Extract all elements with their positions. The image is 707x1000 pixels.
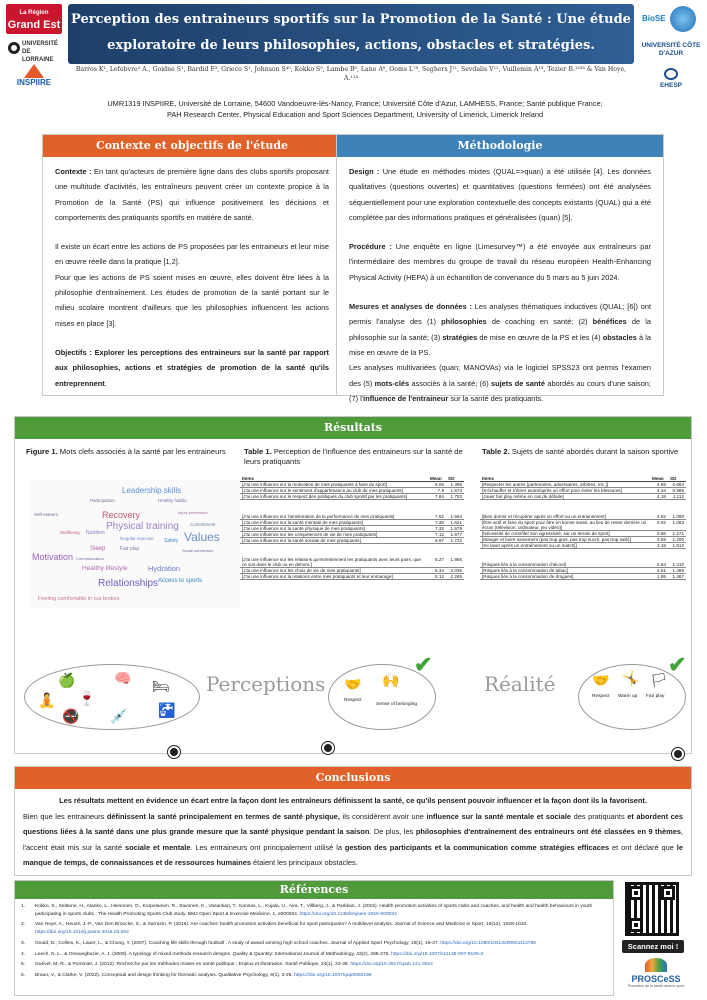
table1-spacer	[240, 543, 464, 557]
table1-spacer-cell	[240, 500, 464, 514]
football-icon-left	[168, 746, 180, 758]
measures-text-e: de la philosophie sur la santé; (3)	[349, 317, 651, 342]
brain-icon: 🧠	[114, 670, 132, 686]
word-motivation: Motivation	[32, 552, 74, 562]
table2-title: Sujets de santé abordés durant la saison sportive	[511, 447, 679, 456]
concl-t2: ils considèrent avoir une	[342, 811, 424, 821]
design-paragraph	[349, 164, 651, 225]
poster-title-line1: Perception des entraineurs sportifs sur la Promotion de la Santé : Une étude	[71, 12, 631, 27]
affiliations	[80, 98, 630, 120]
table1-item-cell: [J'ai une influence sur la santé sociale de mes pratiquants]	[240, 537, 428, 543]
procedure-label: Procédure :	[349, 242, 392, 252]
table1-item-cell: [J'ai une influence sur la relations entre mes pratiquants et leur entourage]	[240, 574, 428, 580]
table1-mean-cell: 8.06	[428, 482, 446, 488]
apple-icon: 🍏	[58, 672, 76, 688]
respect-handshake-icon: 🤝	[344, 676, 362, 692]
measures-benefices: bénéfices	[592, 317, 627, 327]
word-healthy-lifestyle: Healthy lifestyle	[82, 565, 128, 572]
concl-t6: . Les entraineurs ont principalement utilisé la	[190, 842, 342, 852]
table2-mean-cell: 2.51	[650, 568, 668, 574]
objectives-paragraph	[55, 345, 329, 391]
no-smoking-icon: 🚭	[62, 708, 80, 724]
proscess-logo	[620, 958, 692, 994]
context-body	[43, 157, 341, 391]
table1-row	[240, 574, 464, 580]
reference-doi-link[interactable]: https://doi.org/10.1007/s11135-007-9105-3	[391, 951, 484, 957]
multi-text-c: associés à la santé; (6)	[411, 378, 489, 388]
table1-item-cell: [J'ai une influence sur la motivation de mes pratiquants à faire du sport]	[240, 482, 428, 488]
table1-sd-cell: 1.564	[446, 514, 464, 520]
table2-item-cell: [Jouer fair play même en cas de défaite]	[480, 494, 650, 500]
table2-item-cell: [Nécessité de contrôler son agressivité, sur un terrain de sport]	[480, 530, 650, 536]
concl-b2: influence sur la santé mentale et sociale	[426, 811, 571, 821]
multi-text-e: abordés au cours d'une saison; (7) l'	[349, 378, 651, 403]
table1-coach-influence	[240, 476, 464, 580]
table2-mean-cell: 3.92	[650, 519, 668, 530]
respect-caption: Respect	[344, 698, 362, 703]
multi-mots-cles: mots-clés	[374, 378, 410, 388]
figure1-caption	[26, 447, 256, 457]
warm-up-icon: 🤸	[622, 670, 640, 686]
reference-item	[21, 940, 607, 948]
table2-sd-cell: 1.090	[668, 514, 686, 520]
concl-t8: étaient les principaux obstacles.	[253, 858, 358, 867]
realite-label: Réalité	[484, 672, 556, 696]
no-alcohol-icon: 🍷	[78, 690, 96, 706]
table1-item-cell: [J'ai une influence sur l'amelioration de la performance de mes pratiquants]	[240, 514, 428, 520]
word-feeling-comfortable: Feeling comfortable in our bodies	[38, 596, 120, 602]
reference-number: 4.	[21, 951, 26, 957]
word-values: Values	[184, 530, 220, 544]
no-drugs-icon: 💉	[110, 708, 128, 724]
table1-mean-cell: 7.12	[428, 531, 446, 537]
table2-item-cell: [Risques liés à la consommation d'alcool]	[480, 562, 650, 568]
table1-mean-cell: 5.12	[428, 574, 446, 580]
table2-header-items: Items	[480, 476, 650, 482]
fairplay-caption: Fair play	[646, 694, 665, 699]
water-icon: 🚰	[158, 702, 176, 718]
football-icon-right	[672, 748, 684, 760]
word-leadership: Leadership skills	[122, 486, 182, 495]
table2-item-cell: [Respecter les autres (partenaires, adversaires, arbitres, etc.)]	[480, 482, 650, 488]
measures-philosophies: philosophies	[441, 317, 487, 327]
table1-sd-cell: 1.579	[446, 525, 464, 531]
table2-mean-cell: 4.34	[650, 488, 668, 494]
table1-item-cell: [J'ai une influence sur les relations qu'entretiennent les pratiquants avec leurs pairs, que ce soit dans le club ou en dehors.]	[240, 557, 428, 568]
reference-text: Guével, M.-R., & Pommier, J. (2012). Recherche par les méthodes mixtes en santé publique : Enjeux et illustration. Santé Publique, 24(1), 23-38.	[35, 962, 349, 968]
table2-spacer-cell	[480, 500, 686, 514]
gap-text: Il existe un écart entre les actions de PS proposées par les entraineurs et leur mise en œuvre réelle dans la pratique [1,2].	[55, 242, 329, 267]
concl-b6: gestion des participants et la communication comme stratégies efficaces	[344, 842, 610, 852]
conclusions-panel	[14, 766, 692, 876]
reference-list	[15, 899, 613, 980]
table1-header-sd: SD	[446, 476, 464, 482]
table1-body	[240, 482, 464, 580]
reference-item	[21, 961, 607, 969]
design-text: Une étude en méthodes mixtes (QUAL=>quan) a été utilisée [4]. Les données qualitatives (questions ouvertes) et quantitatives (questions fermées) ont été analysées séquentiellement pour une exploration contextuelle des concepts existants (QUAL) qui a été complétée par des informations pratiques et généralisées (quan) [5].	[349, 167, 651, 222]
measures-obstacles: obstacles	[602, 332, 637, 342]
objectives-end: .	[104, 378, 107, 388]
measures-text-c: de coaching en santé; (2)	[491, 317, 588, 327]
table1-mean-cell: 7.38	[428, 519, 446, 525]
table2-sd-cell: 1.083	[668, 519, 686, 530]
context-label: Contexte :	[55, 167, 92, 176]
biose-logo-text: BioSE	[642, 14, 666, 23]
word-self-esteem: Self-esteem	[34, 512, 59, 517]
table2-mean-cell: 2.64	[650, 562, 668, 568]
word-fair-play: Fair play	[120, 546, 140, 552]
figure1-label: Figure 1.	[26, 447, 58, 456]
reference-doi-link[interactable]: https://doi.org/10.3917/spub.121.0023	[350, 962, 433, 968]
affiliation-line1: UMR1319 INSPIIRE, Université de Lorraine, 54600 Vandoeuvre-lès-Nancy, France; Université Côte d'Azur, LAMHESS, France; Santé publique France;	[107, 99, 603, 108]
qr-corner-tr	[661, 886, 675, 900]
multi-influence: influence de l'entraineur	[363, 393, 449, 403]
procedure-paragraph	[349, 239, 651, 285]
method-body	[337, 157, 663, 406]
word-social-connection: Social connection	[182, 548, 214, 553]
table1-item-cell: [J'ai une influence sur la santé physique de mes pratiquants]	[240, 525, 428, 531]
concl-b7: le manque de temps, de connaissances et de ressources humaines	[23, 842, 683, 867]
table1-sd-cell: 1.395	[446, 482, 464, 488]
table1-mean-cell: 5.34	[428, 568, 446, 574]
measures-text-a: Les analyses thématiques inductives (QUAL; [6]) ont permis l'analyse des (1)	[349, 302, 651, 327]
table1-item-cell: [J'ai une influence sur le sentiment d'appartenance au club de mes pratiquants]	[240, 488, 428, 494]
table2-sd-cell: 0.664	[668, 482, 686, 488]
proscess-logo-text: PROSCeSS	[631, 974, 681, 984]
table2-header-mean: Mean	[650, 476, 668, 482]
table1-item-cell: [J'ai une influence sur les compétences de vie de mes pratiquants]	[240, 531, 428, 537]
table1-caption	[244, 447, 474, 467]
table2-row	[480, 574, 686, 580]
context-text: En tant qu'acteurs de première ligne dans des clubs sportifs proposant une multitude d'activités, les entraîneurs peuvent créer un contexte propice à la Promotion de la Santé (PS) qui influence positivement les décisions et comportements des pratiquants sportifs en matière de santé.	[55, 167, 329, 222]
table1-spacer-cell	[240, 543, 464, 557]
concl-b5: sociale et mentale	[125, 842, 191, 852]
table1-sd-cell: 1.621	[446, 519, 464, 525]
multivariate-paragraph	[349, 360, 651, 406]
table2-item-cell: [Manger et boire sainement (pas trop gras, pas trop sucré, pas trop salé)]	[480, 536, 650, 542]
reference-number: 6.	[21, 973, 26, 979]
word-regular-exercise: Regular exercise	[120, 536, 154, 541]
sleep-icon: 🛏	[152, 678, 170, 694]
multi-sujets: sujets de santé	[491, 378, 545, 388]
warmup-caption: Warm up	[618, 694, 638, 699]
ehesp-logo-text: EHESP	[659, 82, 683, 89]
region-logo-top: La Région	[19, 10, 49, 16]
reference-text: Kokko, S., Selänne, H., Alanko, L., Heinonen, O., Korpelainen, R., Savonen, K., Vasankari, T., Kannas, L., Kujala, U., Aira, T., Villberg, J., & Parkkari, J. (2015). Health promotion activities of sports clubs and coaches, and health and health behaviours in youth participating in sports clubs : The Health Promoting Sports Club study. BMJ Open Sport & Exercise Medicine, 1, e000034.	[35, 904, 593, 917]
reference-doi-link[interactable]: https://doi.org/10.1016/j.jsams.2016.03.002	[35, 929, 129, 935]
fair-play-icon: 🏳	[650, 672, 668, 688]
author-list: Barros K¹, Lefebvre² A., Goidne S¹, Bardid F³, Grieco S¹, Johnson S⁴⁵, Kokko S⁵, Lambe B⁶, Lane A⁶, Ooms L⁷⁸, Seghers J¹¹, Sevdalis V¹², Vuillemin A¹³, Tezier B.¹²³³ & Van Hoye, A.¹¹⁴	[75, 66, 627, 82]
reference-number: 2.	[21, 922, 26, 928]
reference-item	[21, 951, 607, 959]
table1-label: Table 1.	[244, 447, 272, 456]
measures-text-g: de mise en œuvre de la PS et les (4)	[479, 332, 601, 342]
table1-spacer	[240, 500, 464, 514]
checkmark-reality-icon: ✔	[668, 652, 687, 677]
table1-sd-cell: 2.265	[446, 574, 464, 580]
measures-label: Mesures et analyses de données :	[349, 302, 472, 312]
word-participation: Participation	[90, 498, 115, 503]
table1-mean-cell: 7.52	[428, 514, 446, 520]
method-heading: Méthodologie	[337, 135, 663, 157]
universite-cote-azur-logo: UNIVERSITÉ CÔTE D'AZUR	[641, 42, 701, 57]
table2-mean-cell: 3.59	[650, 536, 668, 542]
word-injury-prevention: Injury prevention	[178, 510, 208, 515]
measures-text-i: à la mise en œuvre de la PS.	[349, 332, 652, 357]
figure1-title: Mots clefs associés à la santé par les entraineurs	[59, 447, 226, 456]
table2-sd-cell: 1.486	[668, 568, 686, 574]
table1-sd-cell: 1.722	[446, 537, 464, 543]
word-communication: Communication	[76, 556, 104, 561]
respect-reality-icon: 🤝	[592, 672, 610, 688]
reference-text: Van Hoye, A., Heuzé, J.-P., Van Den Broucke, S., & Sarrazin, P. (2016). Are coaches' health promotion activities beneficial for sport participants? A multilevel analysis. Journal of Science and Medicine in Sport, 19(12), 1028-1032.	[35, 922, 528, 928]
table2-row	[480, 519, 686, 530]
references-heading: Références	[15, 881, 613, 899]
references-panel	[14, 880, 614, 996]
table1-mean-cell: 7.32	[428, 525, 446, 531]
reference-item	[21, 921, 607, 936]
table2-sd-cell: 1.512	[668, 542, 686, 548]
table2-sd-cell: 1.271	[668, 530, 686, 536]
philosophy-text: Pour que les actions de PS soient mises en œuvre, elles doivent être liées à la philosophie d'entraînement. Les études de promotion de la santé portant sur le milieu scolaire montrent d'ailleurs que les philosophies influencent les actions mises en place [3].	[55, 272, 329, 328]
word-healthy-habits: Healthy habits	[158, 498, 187, 503]
keyword-word-cloud	[30, 480, 240, 608]
table2-mean-cell: 4.69	[650, 482, 668, 488]
concl-t3: des pratiquants	[573, 811, 625, 821]
region-logo-name: Grand Est	[7, 19, 61, 31]
ehesp-logo	[640, 68, 702, 92]
results-heading: Résultats	[15, 417, 691, 439]
word-sleep: Sleep	[90, 546, 106, 552]
reference-doi-link[interactable]: https://doi.org/10.1080/10413200601113786	[440, 940, 536, 946]
table2-item-cell: [S'échauffer et s'étirer avant/après un effort pour éviter les blessures]	[480, 488, 650, 494]
inspiire-logo	[6, 64, 62, 90]
conclusions-heading: Conclusions	[15, 767, 691, 789]
belonging-team-icon: 🙌	[382, 672, 400, 688]
table2-mean-cell: 4.02	[650, 514, 668, 520]
table2-item-cell: [Se laver après un entraînement ou un match]]	[480, 542, 650, 548]
reference-item	[21, 903, 607, 918]
table1-sd-cell: 1.677	[446, 531, 464, 537]
table2-mean-cell: 3.66	[650, 530, 668, 536]
meditation-icon: 🧘	[38, 692, 56, 708]
concl-b4: philosophies d'entraînement des entraîneurs ont été classées en 9 thèmes	[415, 827, 681, 836]
concl-t1: Bien que les entraineurs	[23, 811, 105, 821]
table1-header-items: Items	[240, 476, 428, 482]
table2-sd-cell: 1.410	[668, 562, 686, 568]
qr-corner-bl	[629, 918, 643, 932]
reference-item	[21, 972, 607, 980]
word-nutrition: Nutrition	[86, 530, 105, 536]
reference-text: Leech, N. L., & Onwuegbuzie, A. J. (2009). A typology of mixed methods research designs. Quality & Quantity: International Journal of Methodology, 43(2), 265-275.	[35, 951, 390, 957]
table1-item-cell: [J'ai une influence sur le respect des politiques du club sportif par les pratiquants]	[240, 494, 428, 500]
universite-lorraine-logo	[6, 40, 62, 63]
context-panel	[42, 134, 342, 396]
table2-body	[480, 482, 686, 580]
multi-text-g: sur la santé des pratiquants.	[450, 393, 544, 403]
qr-corner-tl	[629, 886, 643, 900]
table2-spacer-cell	[480, 548, 686, 562]
word-recovery: Recovery	[102, 510, 141, 520]
conclusions-lead: Les résultats mettent en évidence un écart entre la façon dont les entraîneurs définissent la santé, ce qu'ils pensent pouvoir influencer et la façon dont ils la favorisent.	[59, 796, 647, 805]
lorraine-logo-text: UNIVERSITÉ DE LORRAINE	[22, 41, 59, 63]
word-access-to-sports: Access to sports	[158, 578, 203, 584]
concl-t7: et ont déclaré que	[612, 842, 674, 852]
context-heading: Contexte et objectifs de l'étude	[43, 135, 341, 157]
word-hydration: Hydration	[148, 564, 181, 573]
table1-sd-cell: 1.753	[446, 494, 464, 500]
reference-doi-link[interactable]: https://doi.org/10.1136/bmjsem-2015-000034	[299, 911, 397, 917]
title-banner	[68, 4, 634, 64]
table2-caption	[482, 447, 692, 457]
table2-health-topics	[480, 476, 686, 580]
measures-paragraph	[349, 299, 651, 360]
reference-text: Braun, V., & Clarke, V. (2022). Conceptual and design thinking for thematic analysis. Qualitative Psychology, 9(1), 3-26.	[35, 973, 293, 979]
reference-doi-link[interactable]: https://doi.org/10.1037/qup0000196	[294, 973, 372, 979]
scan-me-label: Scannez moi !	[622, 940, 684, 953]
concl-b1: définissent la santé principalement en termes de santé physique,	[106, 811, 340, 821]
region-grand-est-logo	[6, 4, 62, 34]
table2-mean-cell: 3.18	[650, 542, 668, 548]
word-safety: Safety	[164, 538, 179, 544]
word-relationships: Relationships	[98, 578, 159, 589]
table1-row	[240, 557, 464, 568]
lorraine-circle-icon	[8, 42, 20, 54]
table1-sd-cell: 1.574	[446, 488, 464, 494]
respect2-caption: Respect	[592, 694, 610, 699]
table1-title: Perception de l'influence des entraineurs sur la santé de leurs pratiquants	[244, 447, 463, 466]
poster-header	[0, 0, 707, 92]
measures-strategies: stratégies	[442, 332, 478, 342]
proscess-arc-icon	[645, 958, 667, 972]
multi-text-a: Les analyses multivariées (quan; MANOVAs) via le logiciel SPSS23 ont permis l'examen des (5)	[349, 363, 651, 388]
reference-number: 3.	[21, 940, 26, 946]
table2-item-cell: [Risques liés à la consommation de tabac]	[480, 568, 650, 574]
word-wellbeing: Wellbeing	[60, 530, 80, 535]
procedure-text: Une enquête en ligne (Limesurvey™) a été envoyée aux entraîneurs par l'intermédiaire des membres du groupe de travail du réseau européen Health-Enhancing Physical Activity (HEPA) à un échantillon de convenance du 5 mars au 5 juin 2024.	[349, 242, 651, 282]
concl-t5: , l'accent était mis sur la santé	[23, 827, 683, 852]
table2-item-cell: [Bien dormir et récupérer après un effort ou un entrainement]	[480, 514, 650, 520]
belonging-caption: Sense of belonging	[376, 702, 418, 707]
table2-mean-cell: 1.95	[650, 574, 668, 580]
gap-paragraph	[55, 239, 329, 270]
poster-title-line2: exploratoire de leurs philosophies, actions, obstacles et stratégies.	[107, 38, 595, 53]
word-commitment: Commitment	[190, 522, 216, 527]
design-label: Design :	[349, 167, 380, 176]
conclusions-body	[15, 789, 691, 875]
qr-code[interactable]	[625, 882, 679, 936]
reference-number: 5.	[21, 962, 26, 968]
table1-mean-cell: 6.97	[428, 537, 446, 543]
proscess-logo-subtext: Promotion de la santé dans le sport	[627, 984, 685, 988]
table2-header-sd: SD	[668, 476, 686, 482]
biose-logo	[640, 4, 702, 34]
table2-sd-cell: 0.986	[668, 488, 686, 494]
table1-sd-cell: 2.035	[446, 568, 464, 574]
concl-t4: . De plus, les	[369, 827, 414, 836]
perception-reality-illustration	[18, 652, 690, 730]
checkmark-icon: ✔	[414, 652, 433, 677]
objectives-text: Objectifs : Explorer les perceptions des entraineurs sur la santé par rapport aux philosophies, actions et stratégies de promotion de la santé qu'ils entreprennent	[55, 347, 329, 388]
ehesp-mark-icon	[664, 68, 678, 80]
table2-label: Table 2.	[482, 447, 510, 456]
word-physical-training: Physical training	[106, 521, 179, 532]
table1-mean-cell: 7.9	[428, 488, 446, 494]
inspiire-logo-text: INSPIIRE	[16, 78, 52, 87]
table2-spacer	[480, 548, 686, 562]
reference-text: Gould, D., Collins, K., Lauer, L., & Chung, Y. (2007). Coaching life skills through football : A study of award winning high school coaches. Journal of Applied Sport Psychology, 19(1), 16-37.	[35, 940, 439, 946]
context-paragraph	[55, 164, 329, 225]
table2-sd-cell: 1.367	[668, 574, 686, 580]
table1-sd-cell: 1.956	[446, 557, 464, 568]
philosophy-paragraph	[55, 270, 329, 331]
concl-b3: et abordent ces questions liées à la santé dans une plus grande mesure que la santé physique pendant la saison	[23, 811, 683, 836]
perceptions-label: Perceptions	[206, 672, 326, 696]
table2-sd-cell: 1.200	[668, 536, 686, 542]
table2-spacer	[480, 500, 686, 514]
reference-number: 1.	[21, 904, 26, 909]
table1-header-mean: Mean	[428, 476, 446, 482]
table2-item-cell: [Être actif et faire du sport pour être en bonne santé, au lieu de rester derrière un écran (télévision, ordinateur, jeu vidéo)]	[480, 519, 650, 530]
table1-mean-cell: 6.27	[428, 557, 446, 568]
table2-item-cell: [Risques liés à la consommation de drogues]	[480, 574, 650, 580]
table2-sd-cell: 1.112	[668, 494, 686, 500]
biose-globe-icon	[670, 6, 696, 32]
affiliation-line2: PAH Research Center, Physical Education and Sport Sciences Department, University of Limerick, Limerick Ireland	[166, 110, 544, 119]
table1-mean-cell: 7.84	[428, 494, 446, 500]
table1-item-cell: [J'ai une influence sur les choix de vie de mes pratiquants]	[240, 568, 428, 574]
table1-item-cell: [J'ai une influence sur la santé mentale de mes pratiquants]	[240, 519, 428, 525]
inspiire-triangle-icon	[24, 64, 44, 78]
football-icon-mid	[322, 742, 334, 754]
method-panel	[336, 134, 664, 403]
table2-mean-cell: 4.18	[650, 494, 668, 500]
